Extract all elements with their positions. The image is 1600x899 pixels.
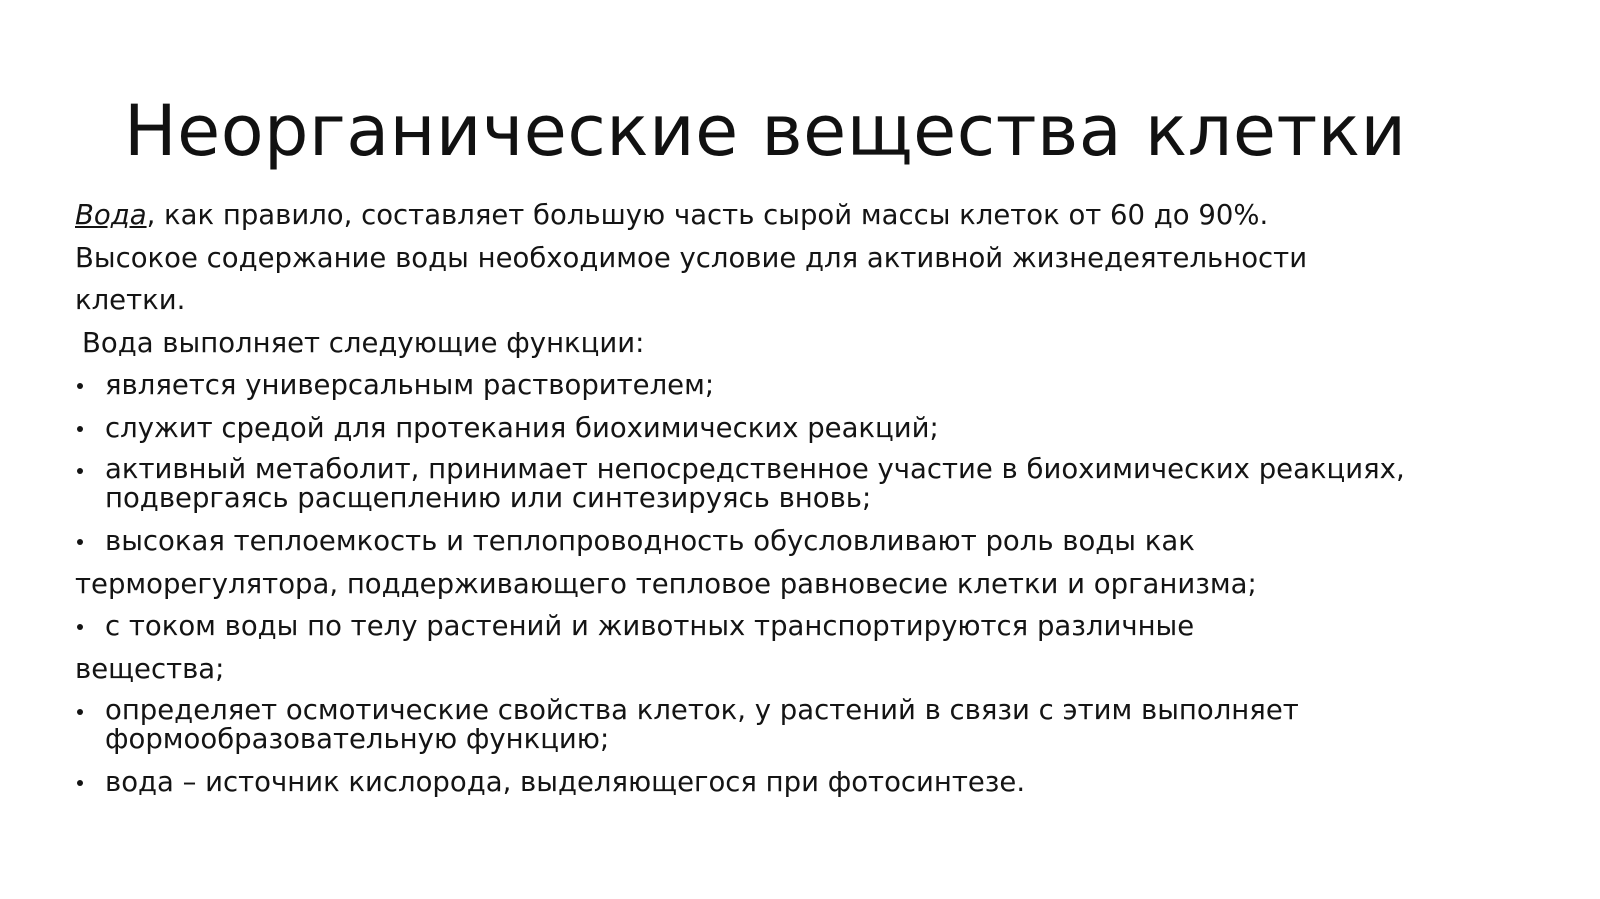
function-item-6 [75, 690, 1515, 761]
function-item-7 [75, 761, 1515, 804]
function-item-5-text: с током воды по телу растений и животных транспортируются различные [105, 610, 1195, 642]
function-item-3 [75, 449, 1515, 520]
function-item-4-continuation: терморегулятора, поддерживающего тепловое равновесие клетки и организма; [75, 567, 1257, 600]
function-item-1-text: является универсальным растворителем; [105, 369, 715, 401]
function-item-2-text: служит средой для протекания биохимических реакций; [105, 411, 939, 444]
function-item-5 [75, 605, 1515, 648]
function-item-3-line-1: активный метаболит, принимает непосредственное участие в биохимических реакциях, [105, 453, 1405, 485]
function-item-1 [75, 364, 1515, 407]
water-term: Вода [75, 199, 147, 231]
function-item-6-line-2: формообразовательную функцию; [105, 723, 610, 755]
function-item-5-continuation: вещества; [75, 652, 225, 685]
functions-lead: Вода выполняет следующие функции: [82, 326, 645, 359]
intro-line-3: клетки. [75, 284, 186, 316]
slide-title: Неорганические вещества клетки [124, 90, 1407, 172]
function-item-3-line-2: подвергаясь расщеплению или синтезируясь вновь; [105, 482, 872, 514]
intro-line-2: Высокое содержание воды необходимое условие для активной жизнедеятельности [75, 241, 1308, 274]
intro-line-1 [75, 194, 1515, 237]
function-item-4 [75, 520, 1515, 563]
function-item-4-text: высокая теплоемкость и теплопроводность обусловливают роль воды как [105, 525, 1195, 557]
intro-line-1-text: , как правило, составляет большую часть сырой массы клеток от 60 до 90%. [146, 199, 1269, 231]
slide-body [75, 194, 1515, 804]
function-item-7-text: вода – источник кислорода, выделяющегося при фотосинтезе. [105, 766, 1026, 798]
function-item-6-line-1: определяет осмотические свойства клеток, у растений в связи с этим выполняет [105, 694, 1299, 726]
function-item-2 [75, 407, 1515, 450]
